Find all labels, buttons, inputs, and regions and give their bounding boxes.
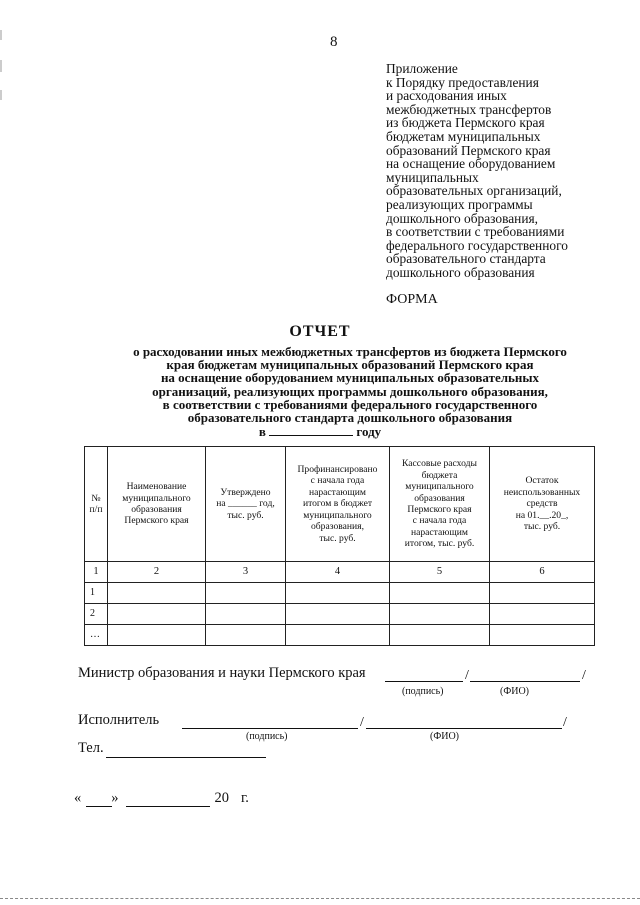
appendix-line: Приложение <box>386 61 458 76</box>
appendix-line: федерального государственного <box>386 237 568 253</box>
year-blank[interactable] <box>269 435 353 436</box>
appendix-line: образовательных организаций, <box>386 183 562 199</box>
column-number-cell: 1 <box>85 562 108 583</box>
subtitle-line: образовательного стандарта дошкольного образования <box>187 410 513 426</box>
table-header-row <box>85 447 595 562</box>
subtitle-line: на оснащение оборудованием муниципальных образовательных <box>160 370 540 386</box>
column-number-cell: 2 <box>108 562 206 583</box>
table-header-cell: Остаток неиспользованных средств на 01.__.20_, тыс. руб. <box>490 447 595 562</box>
tel-line[interactable] <box>106 757 266 758</box>
appendix-line: дошкольного образования, <box>386 210 538 226</box>
table-header-cell: Профинансировано с начала года нарастающим итогом в бюджет муниципального образования, тыс. руб. <box>286 447 390 562</box>
appendix-note <box>386 62 568 280</box>
executor-label: Исполнитель <box>78 712 160 728</box>
table-header-cell: Наименование муниципального образования Пермского края <box>108 447 206 562</box>
minister-slash-end: / <box>582 668 586 683</box>
row-number-cell: 1 <box>85 583 108 604</box>
subtitle-line: организаций, реализующих программы дошкольного образования, <box>152 383 548 399</box>
table-header-cell: Кассовые расходы бюджета муниципального образования Пермского края с начала года нарастающим итогом, тыс. руб. <box>390 447 490 562</box>
subtitle-line: о расходовании иных межбюджетных трансфертов из бюджета Пермского <box>133 344 567 359</box>
appendix-line: в соответствии с требованиями <box>386 224 565 240</box>
executor-fio-line[interactable] <box>366 728 562 729</box>
appendix-line: образовательного стандарта <box>386 251 546 267</box>
table-input-cell[interactable] <box>286 583 390 604</box>
table-input-cell[interactable] <box>108 604 206 625</box>
column-number-cell: 4 <box>286 562 390 583</box>
date-close-quote: » <box>111 790 119 806</box>
column-number-cell: 6 <box>490 562 595 583</box>
table-input-cell[interactable] <box>490 625 595 646</box>
column-number-cell: 3 <box>206 562 286 583</box>
report-title: ОТЧЕТ <box>289 323 351 340</box>
page-number: 8 <box>330 34 338 50</box>
appendix-line: и расходования иных <box>386 88 507 104</box>
minister-slash: / <box>465 668 469 683</box>
minister-label: Министр образования и науки Пермского края <box>78 665 366 681</box>
table-input-cell[interactable] <box>206 625 286 646</box>
appendix-line: образований Пермского края <box>386 142 551 158</box>
date-year-suffix: г. <box>241 790 249 806</box>
minister-caption-fio: (ФИО) <box>500 686 530 697</box>
appendix-line: к Порядку предоставления <box>386 74 539 90</box>
table-input-cell[interactable] <box>206 583 286 604</box>
form-label: ФОРМА <box>386 292 438 307</box>
table-input-cell[interactable] <box>206 604 286 625</box>
appendix-line: бюджетам муниципальных <box>386 128 541 144</box>
minister-fio-line[interactable] <box>470 681 580 682</box>
executor-caption-fio: (ФИО) <box>430 731 460 742</box>
table-row <box>85 625 595 646</box>
date-century: 20 <box>214 790 229 806</box>
table-input-cell[interactable] <box>390 583 490 604</box>
margin-binding-marks <box>0 30 6 150</box>
table-input-cell[interactable] <box>286 625 390 646</box>
appendix-line: муниципальных <box>386 169 479 185</box>
date-day-blank[interactable] <box>86 806 112 807</box>
report-year-line <box>0 424 640 440</box>
tel-label: Тел. <box>78 740 104 756</box>
subtitle-line: в соответствии с требованиями федерального государственного <box>162 396 538 412</box>
report-subtitle <box>70 345 630 424</box>
subtitle-line: края бюджетам муниципальных образований Пермского края <box>166 357 534 373</box>
appendix-line: межбюджетных трансфертов <box>386 101 552 117</box>
column-number-cell: 5 <box>390 562 490 583</box>
table-input-cell[interactable] <box>390 604 490 625</box>
report-table <box>84 446 595 646</box>
minister-signature-line[interactable] <box>385 681 463 682</box>
date-month-blank[interactable] <box>126 806 210 807</box>
table-input-cell[interactable] <box>108 625 206 646</box>
executor-slash-end: / <box>563 715 567 730</box>
table-row <box>85 604 595 625</box>
year-suffix: году <box>356 424 382 439</box>
executor-signature-line[interactable] <box>182 728 358 729</box>
table-input-cell[interactable] <box>286 604 390 625</box>
date-line <box>74 790 249 807</box>
appendix-line: из бюджета Пермского края <box>386 115 545 131</box>
bottom-scan-edge <box>0 898 640 899</box>
table-input-cell[interactable] <box>390 625 490 646</box>
table-column-number-row <box>85 562 595 583</box>
row-number-cell: … <box>85 625 108 646</box>
appendix-line: реализующих программы <box>386 196 533 212</box>
minister-caption-signature: (подпись) <box>402 686 444 697</box>
executor-caption-signature: (подпись) <box>246 731 288 742</box>
table-input-cell[interactable] <box>490 604 595 625</box>
appendix-line: на оснащение оборудованием <box>386 156 556 172</box>
row-number-cell: 2 <box>85 604 108 625</box>
table-header-cell: № п/п <box>85 447 108 562</box>
table-input-cell[interactable] <box>108 583 206 604</box>
table-header-cell: Утверждено на ______ год, тыс. руб. <box>206 447 286 562</box>
table-input-cell[interactable] <box>490 583 595 604</box>
year-prefix: в <box>258 424 266 439</box>
appendix-line: дошкольного образования <box>386 264 535 280</box>
table-row <box>85 583 595 604</box>
executor-slash: / <box>360 715 364 730</box>
date-open-quote: « <box>74 790 82 806</box>
